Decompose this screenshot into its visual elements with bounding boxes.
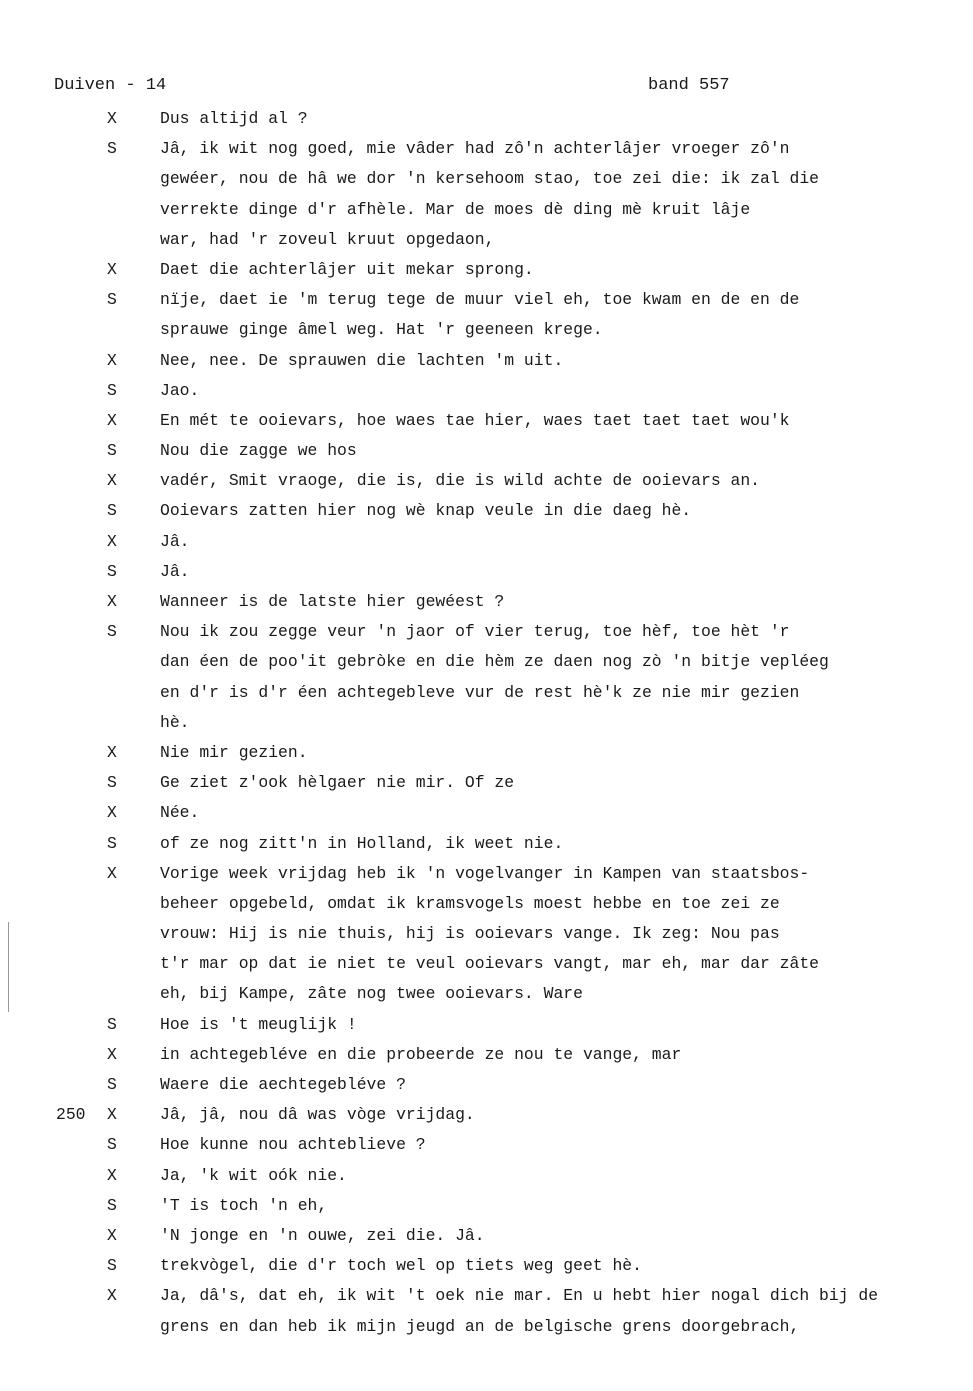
- transcript-line: [56, 1040, 956, 1070]
- margin-mark: [8, 922, 9, 1012]
- speaker-label: S: [107, 1195, 117, 1215]
- transcript-line: [56, 466, 956, 496]
- utterance-text: Hoe kunne nou achteblieve ?: [160, 1135, 426, 1155]
- utterance-text: Ja, 'k wit oók nie.: [160, 1165, 347, 1185]
- utterance-text: vrouw: Hij is nie thuis, hij is ooievars vange. Ik zeg: Nou pas: [160, 924, 780, 944]
- transcript-line: [56, 1191, 956, 1221]
- utterance-text: Jâ, ik wit nog goed, mie vâder had zô'n achterlâjer vroeger zô'n: [160, 139, 790, 159]
- utterance-text: Hoe is 't meuglijk !: [160, 1014, 357, 1034]
- utterance-text: gewéer, nou de hâ we dor 'n kersehoom stao, toe zei die: ik zal die: [160, 169, 820, 189]
- transcript-line: [56, 647, 956, 677]
- transcript-line: [56, 255, 956, 285]
- speaker-label: S: [107, 441, 117, 461]
- utterance-text: Ooievars zatten hier nog wè knap veule in die daeg hè.: [160, 501, 692, 521]
- transcript-line: [56, 496, 956, 526]
- speaker-label: S: [107, 773, 117, 793]
- transcript-line: [56, 829, 956, 859]
- speaker-label: X: [107, 742, 117, 762]
- utterance-text: Née.: [160, 803, 200, 823]
- speaker-label: X: [107, 109, 117, 128]
- transcript-line: [56, 164, 956, 194]
- transcript-line: [56, 195, 956, 225]
- transcript-line: [56, 1251, 956, 1281]
- utterance-text: grens en dan heb ik mijn jeugd an de belgische grens doorgebrach,: [160, 1316, 800, 1336]
- transcript-line: [56, 859, 956, 889]
- utterance-text: Wanneer is de latste hier gewéest ?: [160, 592, 505, 611]
- transcript-line: [56, 979, 956, 1009]
- speaker-label: S: [107, 622, 117, 642]
- speaker-label: S: [107, 561, 117, 581]
- utterance-text: Nou die zagge we hos: [160, 441, 357, 461]
- utterance-text: beheer opgebeld, omdat ik kramsvogels moest hebbe en toe zei ze: [160, 893, 780, 913]
- speaker-label: X: [107, 863, 117, 883]
- utterance-text: t'r mar op dat ie niet te veul ooievars vangt, mar eh, mar dar zâte: [160, 954, 820, 974]
- utterance-text: Jâ.: [160, 531, 190, 551]
- speaker-label: S: [107, 1256, 117, 1276]
- transcript-line: [56, 527, 956, 557]
- speaker-label: X: [107, 803, 117, 823]
- utterance-text: of ze nog zitt'n in Holland, ik weet nie.: [160, 833, 564, 853]
- utterance-text: Ja, dâ's, dat eh, ik wit 't oek nie mar. En u hebt hier nogal dich bij de: [160, 1286, 879, 1306]
- utterance-text: 'N jonge en 'n ouwe, zei die. Jâ.: [160, 1225, 485, 1245]
- utterance-text: eh, bij Kampe, zâte nog twee ooievars. Ware: [160, 984, 583, 1004]
- transcript-line: [56, 346, 956, 376]
- speaker-label: X: [107, 1044, 117, 1064]
- transcript-body: [56, 104, 956, 1342]
- utterance-text: Daet die achterlâjer uit mekar sprong.: [160, 259, 534, 279]
- header-tape-number: band 557: [648, 76, 730, 95]
- header-location: Duiven - 14: [54, 76, 167, 95]
- utterance-text: Waere die aechtegebléve ?: [160, 1075, 406, 1094]
- speaker-label: X: [107, 1225, 117, 1245]
- speaker-label: X: [107, 471, 117, 491]
- transcript-line: [56, 949, 956, 979]
- speaker-label: X: [107, 1286, 117, 1306]
- transcript-line: [56, 889, 956, 919]
- speaker-label: S: [107, 1075, 117, 1094]
- transcript-line: [56, 1130, 956, 1160]
- utterance-text: verrekte dinge d'r afhèle. Mar de moes dè ding mè kruit lâje: [160, 199, 751, 219]
- utterance-text: vadér, Smit vraoge, die is, die is wild achte de ooievars an.: [160, 471, 760, 491]
- utterance-text: Dus altijd al ?: [160, 109, 308, 128]
- utterance-text: sprauwe ginge âmel weg. Hat 'r geeneen krege.: [160, 320, 603, 340]
- transcript-line: [56, 1221, 956, 1251]
- transcript-line: [56, 708, 956, 738]
- transcript-line: [56, 225, 956, 255]
- speaker-label: X: [107, 350, 117, 370]
- utterance-text: trekvògel, die d'r toch wel op tiets weg geet hè.: [160, 1256, 642, 1276]
- speaker-label: S: [107, 1014, 117, 1034]
- transcript-line: [56, 1070, 956, 1100]
- transcript-line: [56, 1161, 956, 1191]
- speaker-label: X: [107, 1105, 117, 1125]
- speaker-label: X: [107, 259, 117, 279]
- speaker-label: X: [107, 531, 117, 551]
- utterance-text: en d'r is d'r éen achtegebleve vur de rest hè'k ze nie mir gezien: [160, 682, 800, 702]
- transcript-line: [56, 617, 956, 647]
- transcript-line: [56, 557, 956, 587]
- transcript-line: [56, 376, 956, 406]
- speaker-label: S: [107, 139, 117, 159]
- transcript-line: [56, 919, 956, 949]
- transcript-line: [56, 678, 956, 708]
- speaker-label: X: [107, 410, 117, 430]
- transcript-line: [56, 587, 956, 617]
- speaker-label: S: [107, 290, 117, 310]
- transcript-line: [56, 406, 956, 436]
- utterance-text: dan éen de poo'it gebròke en die hèm ze daen nog zò 'n bitje vepléeg: [160, 652, 829, 672]
- transcript-line: [56, 738, 956, 768]
- speaker-label: X: [107, 592, 117, 611]
- line-number: 250: [56, 1105, 86, 1125]
- transcript-line: [56, 1100, 956, 1130]
- transcript-line: [56, 104, 956, 134]
- utterance-text: in achtegebléve en die probeerde ze nou te vange, mar: [160, 1044, 682, 1064]
- utterance-text: 'T is toch 'n eh,: [160, 1195, 328, 1215]
- utterance-text: Vorige week vrijdag heb ik 'n vogelvanger in Kampen van staatsbos-: [160, 863, 810, 883]
- transcript-line: [56, 1010, 956, 1040]
- transcript-line: [56, 315, 956, 345]
- utterance-text: Jao.: [160, 380, 200, 400]
- transcript-line: [56, 436, 956, 466]
- utterance-text: Nee, nee. De sprauwen die lachten 'm uit.: [160, 350, 564, 370]
- speaker-label: S: [107, 1135, 117, 1155]
- utterance-text: war, had 'r zoveul kruut opgedaon,: [160, 229, 495, 249]
- utterance-text: Ge ziet z'ook hèlgaer nie mir. Of ze: [160, 773, 515, 793]
- utterance-text: hè.: [160, 712, 190, 732]
- transcript-line: [56, 1312, 956, 1342]
- speaker-label: S: [107, 380, 117, 400]
- transcript-line: [56, 285, 956, 315]
- utterance-text: Nou ik zou zegge veur 'n jaor of vier terug, toe hèf, toe hèt 'r: [160, 622, 790, 642]
- speaker-label: S: [107, 833, 117, 853]
- transcript-line: [56, 134, 956, 164]
- transcript-line: [56, 798, 956, 828]
- speaker-label: S: [107, 501, 117, 521]
- transcript-line: [56, 768, 956, 798]
- utterance-text: Nie mir gezien.: [160, 742, 308, 762]
- utterance-text: En mét te ooievars, hoe waes tae hier, waes taet taet taet wou'k: [160, 410, 790, 430]
- utterance-text: Jâ, jâ, nou dâ was vòge vrijdag.: [160, 1105, 475, 1125]
- utterance-text: Jâ.: [160, 561, 190, 581]
- speaker-label: X: [107, 1165, 117, 1185]
- utterance-text: nïje, daet ie 'm terug tege de muur viel eh, toe kwam en de en de: [160, 290, 800, 310]
- transcript-line: [56, 1281, 956, 1311]
